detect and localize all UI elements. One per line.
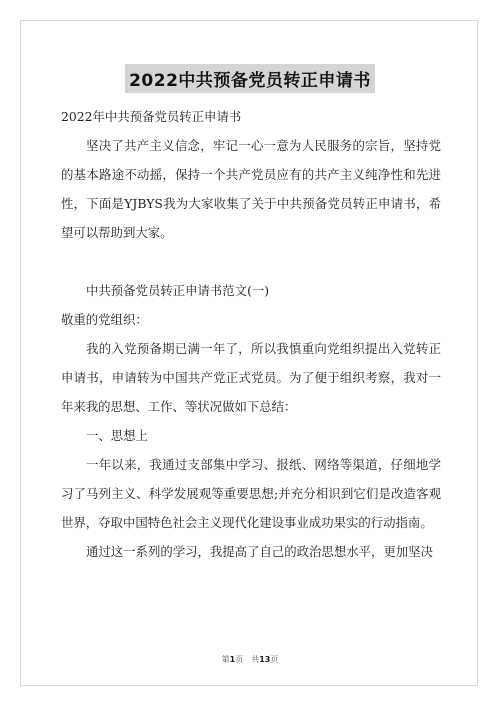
footer-mid: 页 共 (235, 655, 260, 664)
paragraph-gap (61, 247, 441, 276)
page-footer (0, 654, 500, 665)
body-paragraph-2: 一年以来，我通过支部集中学习、报纸、网络等渠道，仔细地学习了马列主义、科学发展观等重要思想;并充分相识到它们是改造客观世界，夺取中国特色社会主义现代化建设事业成功果实的行动指南。 (61, 457, 441, 530)
title-wrap (0, 64, 500, 93)
document-subtitle: 2022年中共预备党员转正申请书 (61, 109, 242, 124)
body-paragraph-1: 我的入党预备期已满一年了，所以我慎重向党组织提出入党转正申请书，申请转为中国共产党正式党员。为了便于组织考察，我对一年来我的思想、工作、等状况做如下总结： (61, 341, 441, 414)
intro-paragraph: 坚决了共产主义信念，牢记一心一意为人民服务的宗旨，坚持党的基本路途不动摇，保持一个共产党员应有的共产主义纯净性和先进性，下面是YJBYS我为大家收集了关于中共预备党员转正申请书，希望可以帮助到大家。 (61, 138, 441, 240)
document-body (61, 100, 441, 566)
body-paragraph-3: 通过这一系列的学习，我提高了自己的政治思想水平，更加坚决 (86, 544, 433, 559)
section-heading: 中共预备党员转正申请书范文(一) (86, 283, 270, 298)
total-pages-number: 13 (259, 655, 271, 664)
footer-prefix: 第 (221, 655, 230, 664)
point-heading-1: 一、思想上 (86, 428, 148, 443)
current-page-number: 1 (229, 655, 236, 664)
footer-suffix: 页 (270, 655, 279, 664)
salutation: 敬重的党组织： (61, 312, 148, 327)
document-title: 2022中共预备党员转正申请书 (125, 64, 375, 93)
